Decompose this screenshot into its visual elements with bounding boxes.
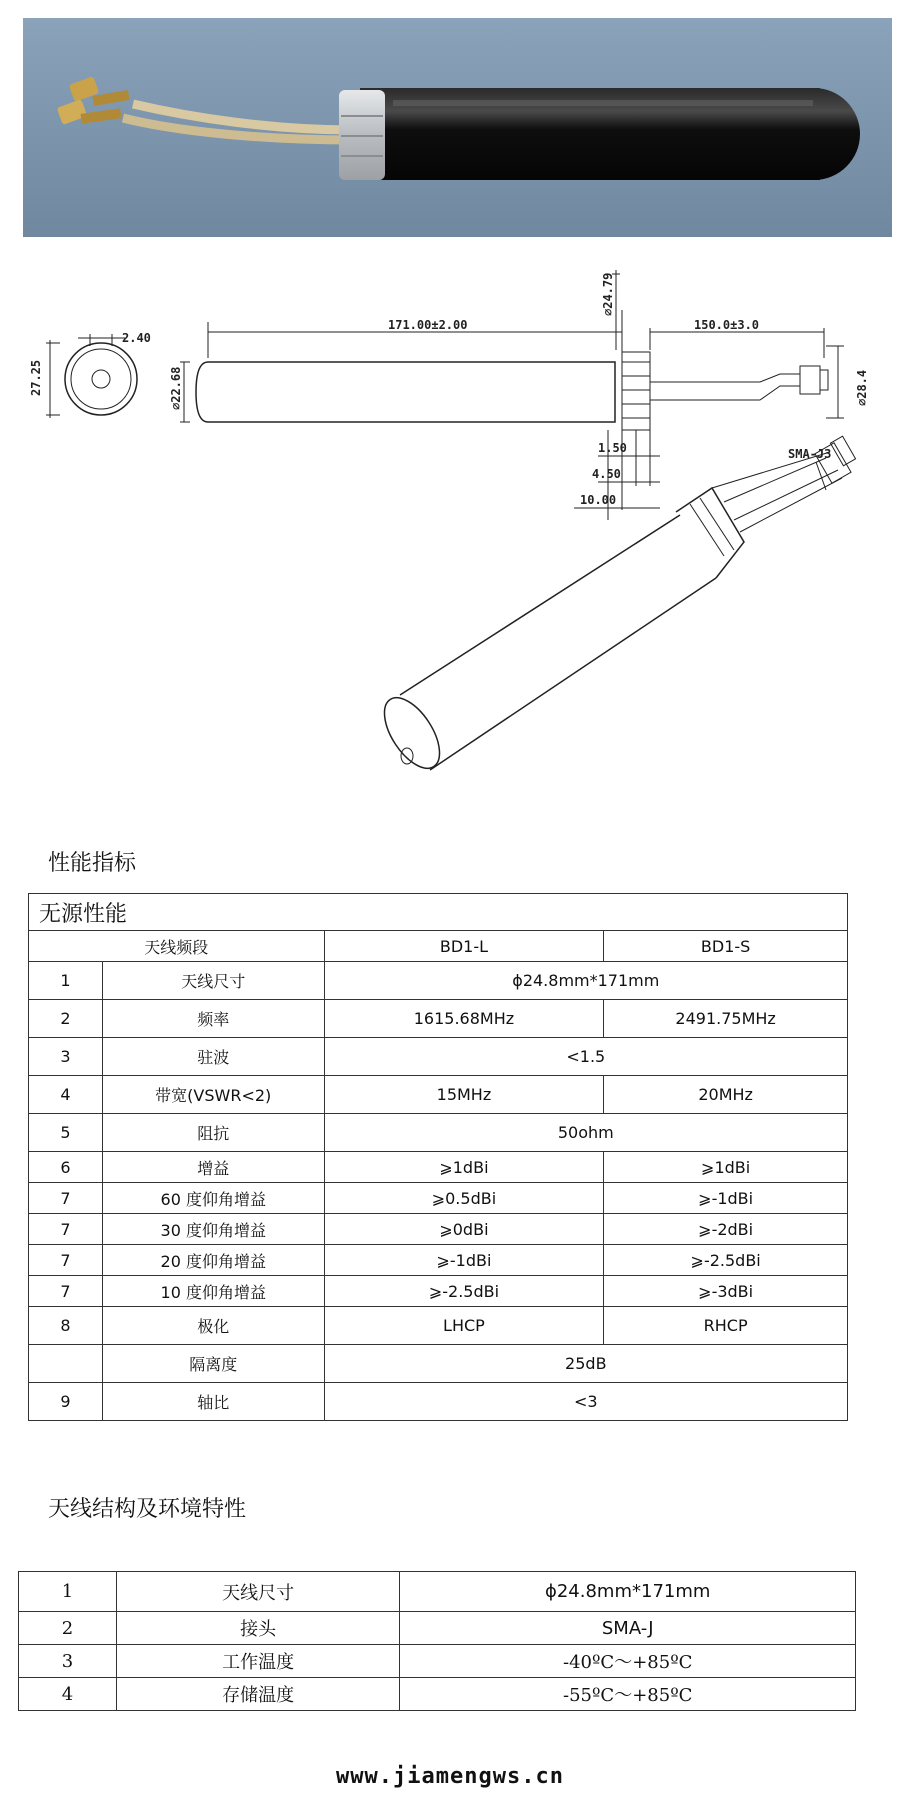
row-name: 驻波 — [102, 1038, 324, 1076]
row-name: 阻抗 — [102, 1114, 324, 1152]
row-name: 隔离度 — [102, 1345, 324, 1383]
row-value: 50ohm — [324, 1114, 847, 1152]
row-value-l: 15MHz — [324, 1076, 604, 1114]
row-no: 7 — [29, 1245, 103, 1276]
footer-url[interactable]: www.jiamengws.cn — [336, 1764, 564, 1789]
table-caption: 无源性能 — [29, 894, 848, 931]
technical-drawing — [0, 250, 900, 810]
row-name: 工作温度 — [116, 1645, 400, 1678]
table-row — [29, 1183, 848, 1214]
row-value-l: ⩾0dBi — [324, 1214, 604, 1245]
row-value-l: 1615.68MHz — [324, 1000, 604, 1038]
dim-bore: 2.40 — [122, 331, 151, 345]
table-row — [29, 1383, 848, 1421]
row-no: 1 — [19, 1572, 117, 1612]
row-no: 7 — [29, 1276, 103, 1307]
table-row — [29, 1307, 848, 1345]
table-row — [19, 1612, 856, 1645]
row-value: <3 — [324, 1383, 847, 1421]
table-row — [29, 1214, 848, 1245]
table-row — [29, 1114, 848, 1152]
row-name: 30 度仰角增益 — [102, 1214, 324, 1245]
table-header-row — [29, 931, 848, 962]
product-photo — [23, 18, 892, 237]
row-value-s: 2491.75MHz — [604, 1000, 848, 1038]
row-value: ϕ24.8mm*171mm — [400, 1572, 856, 1612]
row-name: 10 度仰角增益 — [102, 1276, 324, 1307]
row-value-l: LHCP — [324, 1307, 604, 1345]
row-value: SMA-J — [400, 1612, 856, 1645]
row-value-l: ⩾0.5dBi — [324, 1183, 604, 1214]
dim-4-50: 4.50 — [592, 467, 621, 481]
row-no: 5 — [29, 1114, 103, 1152]
row-name: 60 度仰角增益 — [102, 1183, 324, 1214]
dim-connector-label: SMA-J3 — [788, 447, 832, 461]
row-no — [29, 1345, 103, 1383]
row-no: 2 — [19, 1612, 117, 1645]
row-name: 极化 — [102, 1307, 324, 1345]
row-value: -40ºC～+85ºC — [400, 1645, 856, 1678]
row-no: 4 — [29, 1076, 103, 1114]
dim-collar-dia: ⌀24.79 — [601, 272, 615, 316]
section1-title: 性能指标 — [48, 851, 137, 876]
row-name: 带宽(VSWR<2) — [102, 1076, 324, 1114]
table-row — [29, 1245, 848, 1276]
row-no: 9 — [29, 1383, 103, 1421]
header-col1: BD1-L — [324, 931, 604, 962]
table-row — [19, 1678, 856, 1711]
row-no: 7 — [29, 1214, 103, 1245]
row-value: ϕ24.8mm*171mm — [324, 962, 847, 1000]
passive-performance-table — [28, 893, 848, 1421]
row-name: 增益 — [102, 1152, 324, 1183]
row-value-s: ⩾-2dBi — [604, 1214, 848, 1245]
structure-environment-table — [18, 1571, 856, 1711]
row-name: 频率 — [102, 1000, 324, 1038]
table-row — [29, 1276, 848, 1307]
dim-1-50: 1.50 — [598, 441, 627, 455]
row-value: 25dB — [324, 1345, 847, 1383]
row-name: 天线尺寸 — [102, 962, 324, 1000]
row-no: 3 — [19, 1645, 117, 1678]
row-no: 3 — [29, 1038, 103, 1076]
row-name: 存储温度 — [116, 1678, 400, 1711]
dim-end-height: 27.25 — [29, 359, 43, 396]
row-no: 1 — [29, 962, 103, 1000]
row-no: 4 — [19, 1678, 117, 1711]
row-no: 6 — [29, 1152, 103, 1183]
row-name: 天线尺寸 — [116, 1572, 400, 1612]
table-row — [29, 962, 848, 1000]
row-name: 接头 — [116, 1612, 400, 1645]
dim-cable-len: 150.0±3.0 — [694, 318, 760, 332]
row-value-s: ⩾-1dBi — [604, 1183, 848, 1214]
table-row — [19, 1645, 856, 1678]
row-value: -55ºC～+85ºC — [400, 1678, 856, 1711]
dim-body-dia: ⌀22.68 — [169, 366, 183, 410]
row-value-s: 20MHz — [604, 1076, 848, 1114]
row-no: 2 — [29, 1000, 103, 1038]
table-row — [29, 1152, 848, 1183]
row-value-l: ⩾1dBi — [324, 1152, 604, 1183]
row-name: 20 度仰角增益 — [102, 1245, 324, 1276]
row-value-s: ⩾1dBi — [604, 1152, 848, 1183]
row-name: 轴比 — [102, 1383, 324, 1421]
header-col2: BD1-S — [604, 931, 848, 962]
row-value-s: RHCP — [604, 1307, 848, 1345]
row-value: <1.5 — [324, 1038, 847, 1076]
row-value-l: ⩾-2.5dBi — [324, 1276, 604, 1307]
dim-10-00: 10.00 — [580, 493, 617, 507]
dim-connector-dia: ⌀28.4 — [855, 369, 869, 406]
dim-body-len: 171.00±2.00 — [388, 318, 468, 332]
table-row — [29, 1038, 848, 1076]
row-no: 7 — [29, 1183, 103, 1214]
row-value-s: ⩾-2.5dBi — [604, 1245, 848, 1276]
section2-title: 天线结构及环境特性 — [48, 1497, 247, 1522]
row-value-s: ⩾-3dBi — [604, 1276, 848, 1307]
table-row — [29, 1000, 848, 1038]
table-row — [19, 1572, 856, 1612]
header-label: 天线频段 — [29, 931, 325, 962]
row-no: 8 — [29, 1307, 103, 1345]
row-value-l: ⩾-1dBi — [324, 1245, 604, 1276]
table-row — [29, 1345, 848, 1383]
table-row — [29, 1076, 848, 1114]
